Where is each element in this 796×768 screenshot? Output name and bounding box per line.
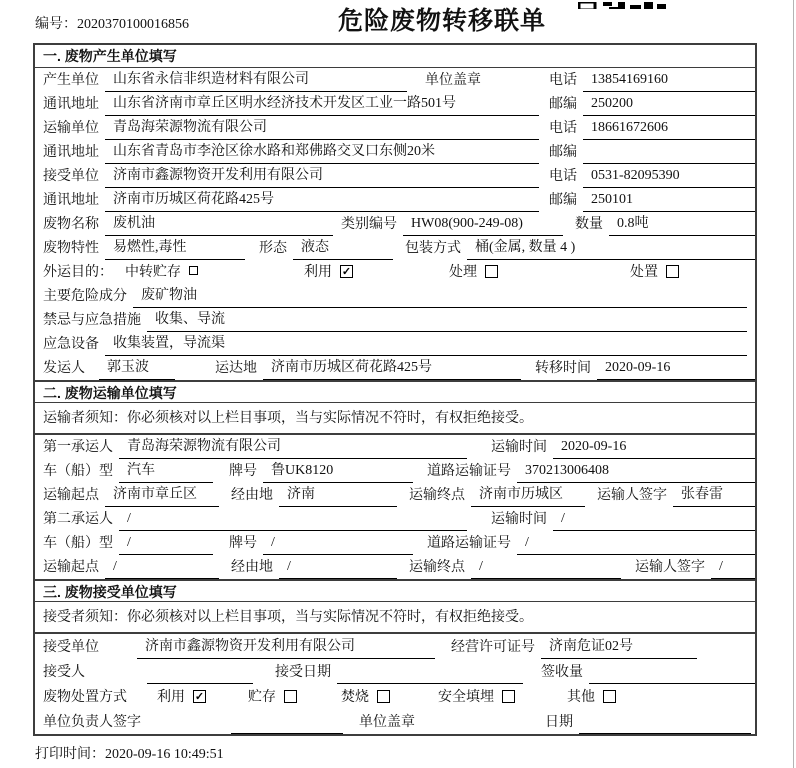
unit-seal-label: 单位盖章 (359, 715, 415, 730)
checkbox-treat (485, 265, 498, 278)
row-transporter-address (35, 140, 755, 164)
waste-qty-value: 0.8吨 (609, 212, 755, 236)
vehicle1-plate-label: 牌号 (229, 464, 257, 479)
row-carrier1 (35, 435, 755, 459)
producer-value: 山东省永信非织造材料有限公司 (105, 68, 407, 92)
responsible-sign-label: 单位负责人签字 (43, 715, 141, 730)
carrier2-value: / (119, 511, 467, 531)
route2-sign-label: 运输人签字 (635, 560, 705, 575)
waste-name-label: 废物名称 (43, 217, 99, 232)
operate-license-label: 经营许可证号 (451, 640, 535, 655)
checkbox-disposal-landfill (502, 690, 515, 703)
carrier2-label: 第二承运人 (43, 512, 113, 527)
sign-date-value (579, 730, 751, 734)
page-header (0, 0, 796, 43)
section1-title: 一. 废物产生单位填写 (35, 45, 755, 68)
qr-code-icon (578, 2, 668, 9)
doc-number-value: 2020370100016856 (77, 17, 189, 32)
waste-form-label: 形态 (259, 241, 287, 256)
vehicle1-type-value: 汽车 (119, 459, 213, 483)
producer-phone-label: 电话 (549, 73, 577, 88)
purpose-option-dispose (630, 261, 679, 284)
row-emergency (35, 308, 755, 332)
purpose-option-treat (449, 261, 498, 284)
vehicle2-plate-label: 牌号 (229, 536, 257, 551)
carrier1-time-value: 2020-09-16 (553, 439, 755, 459)
packing-value: 桶(金属, 数量 4 ) (467, 236, 755, 260)
route1-end-value: 济南市历城区 (471, 483, 585, 507)
dispatcher-label: 发运人 (43, 361, 85, 376)
disposal-option-landfill (438, 686, 515, 709)
row-dispatch (35, 356, 755, 380)
accept-date-value (337, 680, 523, 684)
waste-name-value: 废机油 (105, 212, 333, 236)
checkbox-use-mark: ✓ (341, 265, 352, 278)
accept-person-label: 接受人 (43, 665, 85, 680)
waste-traits-value: 易燃性,毒性 (105, 236, 245, 260)
transporter-label: 运输单位 (43, 121, 99, 136)
route2-sign-value: / (711, 559, 755, 579)
doc-number-label: 编号： (35, 17, 77, 32)
disposal-label: 废物处置方式 (43, 690, 127, 705)
manifest-form (33, 43, 757, 736)
row-purpose (35, 260, 755, 284)
route1-via-label: 经由地 (231, 488, 273, 503)
disposal-option-storage-label: 贮存 (248, 690, 276, 705)
accept-unit-value: 济南市鑫源物资开发利用有限公司 (137, 635, 435, 659)
transporter-value: 青岛海荣源物流有限公司 (105, 116, 539, 140)
route1-sign-value: 张春雷 (673, 483, 755, 507)
route1-sign-label: 运输人签字 (597, 488, 667, 503)
row-transporter (35, 116, 755, 140)
producer-address-label: 通讯地址 (43, 97, 99, 112)
route1-start-value: 济南市章丘区 (105, 483, 219, 507)
emergency-label: 禁忌与应急措施 (43, 313, 141, 328)
accept-date-label: 接受日期 (275, 665, 331, 680)
producer-zip-value: 250200 (583, 96, 755, 116)
checkbox-disposal-use-mark: ✓ (194, 690, 205, 703)
checkbox-disposal-incinerate (377, 690, 390, 703)
receiver-phone-value: 0531-82095390 (583, 168, 755, 188)
row-vehicle2 (35, 531, 755, 555)
checkbox-transfer-storage (189, 266, 198, 275)
transporter-address-label: 通讯地址 (43, 145, 99, 160)
page-title: 危险废物转移联单 (338, 7, 547, 35)
waste-qty-label: 数量 (575, 217, 603, 232)
carrier1-label: 第一承运人 (43, 440, 113, 455)
accept-person-value (147, 680, 253, 684)
accept-unit-label: 接受单位 (43, 640, 99, 655)
transporter-zip-label: 邮编 (549, 145, 577, 160)
row-receiver (35, 164, 755, 188)
disposal-option-other (567, 686, 616, 709)
producer-address-value: 山东省济南市章丘区明水经济技术开发区工业一路501号 (105, 92, 539, 116)
vehicle1-license-value: 370213006408 (517, 463, 755, 483)
carrier1-value: 青岛海荣源物流有限公司 (119, 435, 467, 459)
route2-via-value: / (279, 559, 397, 579)
purpose-option-dispose-label: 处置 (630, 265, 658, 280)
row-producer-address (35, 92, 755, 116)
row-receiver-address (35, 188, 755, 212)
purpose-option-treat-label: 处理 (449, 265, 477, 280)
checkbox-disposal-use (193, 690, 206, 703)
waste-category-label: 类别编号 (341, 217, 397, 232)
row-producer (35, 68, 755, 92)
waste-category-value: HW08(900-249-08) (403, 216, 563, 236)
route2-end-label: 运输终点 (409, 560, 465, 575)
row-waste-name (35, 212, 755, 236)
equipment-label: 应急设备 (43, 337, 99, 352)
route1-via-value: 济南 (279, 483, 397, 507)
waste-traits-label: 废物特性 (43, 241, 99, 256)
route2-start-value: / (105, 559, 219, 579)
equipment-value: 收集装置，导流渠 (105, 332, 747, 356)
destination-value: 济南市历城区荷花路425号 (263, 356, 521, 380)
row-equipment (35, 332, 755, 356)
purpose-option-transfer-label: 中转贮存 (125, 265, 181, 280)
carrier2-time-value: / (553, 511, 755, 531)
vehicle2-license-label: 道路运输证号 (427, 536, 511, 551)
section3-title: 三. 废物接受单位填写 (35, 579, 755, 602)
purpose-label: 外运目的： (43, 265, 113, 280)
responsible-sign-value (231, 730, 343, 734)
operate-license-value: 济南危证02号 (541, 635, 697, 659)
section2-title: 二. 废物运输单位填写 (35, 380, 755, 403)
producer-zip-label: 邮编 (549, 97, 577, 112)
vehicle1-license-label: 道路运输证号 (427, 464, 511, 479)
row-route2 (35, 555, 755, 579)
sign-date-label: 日期 (545, 715, 573, 730)
row-accept-person (35, 659, 755, 684)
checkbox-dispose (666, 265, 679, 278)
row-route1 (35, 483, 755, 507)
received-qty-label: 签收量 (541, 665, 583, 680)
checkbox-disposal-other (603, 690, 616, 703)
purpose-option-transfer (125, 261, 198, 284)
disposal-option-storage (248, 686, 297, 709)
disposal-option-incinerate (341, 686, 390, 709)
receiver-address-value: 济南市历城区荷花路425号 (105, 188, 539, 212)
disposal-option-incinerate-label: 焚烧 (341, 690, 369, 705)
receiver-address-label: 通讯地址 (43, 193, 99, 208)
disposal-option-use (157, 686, 206, 709)
destination-label: 运达地 (215, 361, 257, 376)
producer-label: 产生单位 (43, 73, 99, 88)
transporter-phone-value: 18661672606 (583, 120, 755, 140)
vehicle1-type-label: 车（船）型 (43, 464, 113, 479)
transporter-phone-label: 电话 (549, 121, 577, 136)
carrier1-time-label: 运输时间 (491, 440, 547, 455)
row-hazard (35, 284, 755, 308)
qr-code-fragment (578, 0, 668, 9)
row-waste-traits (35, 236, 755, 260)
vehicle2-license-value: / (517, 535, 755, 555)
dispatcher-value: 郭玉波 (99, 356, 175, 380)
row-vehicle1 (35, 459, 755, 483)
section3-notice: 接受者须知：你必须核对以上栏目事项，当与实际情况不符时，有权拒绝接受。 (35, 602, 755, 634)
transporter-address-value: 山东省青岛市李沧区徐水路和郑佛路交叉口东侧20米 (105, 140, 539, 164)
purpose-option-use (304, 261, 353, 284)
purpose-option-use-label: 利用 (304, 265, 332, 280)
checkbox-disposal-storage (284, 690, 297, 703)
seal-label: 单位盖章 (425, 73, 481, 88)
row-disposal (35, 684, 755, 709)
disposal-option-use-label: 利用 (157, 690, 185, 705)
transfer-time-label: 转移时间 (535, 361, 591, 376)
disposal-option-landfill-label: 安全填埋 (438, 690, 494, 705)
vehicle2-plate-value: / (263, 535, 413, 555)
disposal-option-other-label: 其他 (567, 690, 595, 705)
waste-form-value: 液态 (293, 236, 393, 260)
vehicle2-type-value: / (119, 535, 213, 555)
route2-start-label: 运输起点 (43, 560, 99, 575)
row-responsible-sign (35, 709, 755, 734)
print-time: 打印时间：2020-09-16 10:49:51 (35, 747, 224, 762)
vehicle1-plate-value: 鲁UK8120 (263, 459, 413, 483)
transporter-zip-value (583, 160, 755, 164)
doc-number (35, 13, 189, 33)
vehicle2-type-label: 车（船）型 (43, 536, 113, 551)
checkbox-use (340, 265, 353, 278)
row-accept-unit (35, 634, 755, 659)
hazard-label: 主要危险成分 (43, 289, 127, 304)
row-carrier2 (35, 507, 755, 531)
section2-notice: 运输者须知：你必须核对以上栏目事项，当与实际情况不符时，有权拒绝接受。 (35, 403, 755, 435)
receiver-label: 接受单位 (43, 169, 99, 184)
route1-start-label: 运输起点 (43, 488, 99, 503)
route2-end-value: / (471, 559, 621, 579)
received-qty-value (589, 680, 755, 684)
receiver-value: 济南市鑫源物资开发利用有限公司 (105, 164, 539, 188)
page-edge-line (793, 0, 794, 768)
route1-end-label: 运输终点 (409, 488, 465, 503)
emergency-value: 收集、导流 (147, 308, 747, 332)
route2-via-label: 经由地 (231, 560, 273, 575)
receiver-zip-value: 250101 (583, 192, 755, 212)
packing-label: 包装方式 (405, 241, 461, 256)
carrier2-time-label: 运输时间 (491, 512, 547, 527)
hazard-value: 废矿物油 (133, 284, 747, 308)
receiver-phone-label: 电话 (549, 169, 577, 184)
transfer-time-value: 2020-09-16 (597, 360, 755, 380)
receiver-zip-label: 邮编 (549, 193, 577, 208)
producer-phone-value: 13854169160 (583, 72, 755, 92)
